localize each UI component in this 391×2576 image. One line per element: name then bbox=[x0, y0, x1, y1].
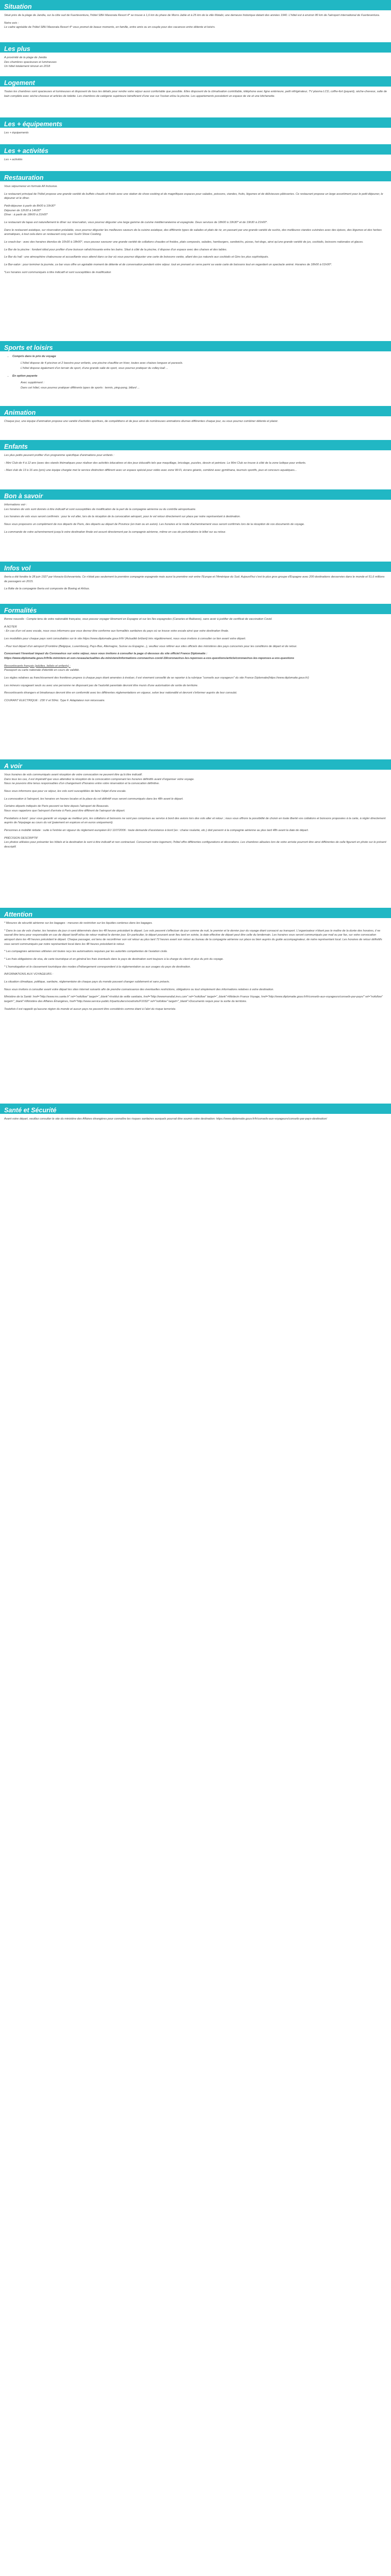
section-body-situation bbox=[0, 10, 391, 37]
paragraph: PRÉCISION DESCRIPTIF bbox=[4, 836, 38, 840]
section-body-sports bbox=[0, 351, 391, 401]
list-item bbox=[12, 354, 387, 371]
section-body-infosvol bbox=[0, 572, 391, 599]
paragraph: Notre avis : bbox=[4, 21, 19, 25]
paragraph: Ministère de la Santé: href="http://www.ms.sante.fr" rel="nofollow" target="_blank">Institut de veille sanitaire, href="http://wwwmondial.invs.com" rel="nofollow" target="_blank">Médecin France Voyage, href="http://www.diplomatie.gouv.fr/fr/conseils-aux-voyageurs/conseils-par-pays/" rel="nofollow" target="_blank">Ministère des Affaires Étrangères, href="http://www.service-public.fr/particuliers/vosdroits/F1032/" rel="nofollow" target="_blank">Documents requis pour la sortie du territoire. bbox=[4, 995, 383, 1003]
paragraph: Nous vous informons que pour ce séjour, les vols sont susceptibles de faire l'objet d'une escale. bbox=[4, 789, 126, 793]
paragraph: La flotte de la compagnie Iberia est composée de Boeing et Airbus. bbox=[4, 587, 90, 591]
paragraph: La convocation à l'aéroport, les horaires en heures locales et la place du vol définitif vous seront communiqués dans les 48h avant le départ. bbox=[4, 797, 184, 801]
section-header-attention: Attention bbox=[0, 908, 391, 918]
paragraph: Nous vous proposons un complément de nos départs de Paris, des départs au départ de Province (en train ou en avion). Les horaires et le mode d'acheminement vous seront confirmés lors de la réception de vos documents de voyage. bbox=[4, 522, 305, 526]
paragraph: Les modalités pour chaque pays sont consultables sur le site https://www.diplomatie.gouv.fr/fr/ (Actualité brûlant) très régulièrement, nous vous invitons à consulter ce lien avant votre départ. bbox=[4, 637, 246, 640]
paragraph: Concernant l'éventuel impact du Coronavirus sur votre séjour, nous vous invitons à consulter la page cl-dessous du site officiel France Diplomatie : bbox=[4, 652, 207, 656]
section-body-restauration bbox=[0, 181, 391, 336]
paragraph: Bonne nouvelle : Compte tenu de votre nationalité française, vous pouvez voyager librement en Espagne et sur les îles espagnoles (Canaries et Baléares), sans avoir à justifier de certificat de vaccination Covid. bbox=[4, 618, 272, 621]
paragraph: Déjeuner de 12h30 à 14h30* bbox=[4, 209, 41, 212]
covid-link[interactable]: https://www.diplomatie.gouv.fr/fr/le-ministere-et-son-reseau/actualites-du-ministere/informations-coronavirus-covid-19/coronavirus-les-reponses-a-vos-questions/article/coronavirus-les-reponses-a-vos-questions bbox=[4, 656, 295, 660]
paragraph: Avant votre départ, veuillez consulter le site du ministère des Affaires étrangères pour connaître les risques sanitaires auxquels pourrait être soumis votre destination: https://www.diplomatie.gouv.fr/fr/conseils-aux-voyageurs/conseils-par-pays-destination/ bbox=[4, 1117, 327, 1121]
paragraph: * Mesures de sécurité aérienne sur les bagages : mesures de restriction sur les liquides contenus dans les bagages. bbox=[4, 922, 153, 925]
paragraph: Informations voir : bbox=[4, 503, 27, 506]
section-body-logement bbox=[0, 87, 391, 112]
paragraph: Ressortissants étrangers et binationaux devront être en conformité avec les différentes réglementations en vigueur, selon leur nationalité et devront s'informer auprès de leur consulat. bbox=[4, 691, 237, 695]
paragraph: * Les compagnies aériennes utilisées ont toutes reçu les autorisations requises par les autorités compétentes de l'aviation civile. bbox=[4, 950, 168, 954]
section-header-logement: Logement bbox=[0, 76, 391, 87]
paragraph: Iberia a été fondée le 28 juin 1927 par Horacio Echevarrieta. Ce n'était pas seulement la première compagnie espagnole mais aussi la première voir entre l'Europe et l'Amérique du Sud. Aujourd'hui c'est le plus gros groupe d'Espagne avec 200 destinations desservies dans le monde et 51,6 millions de passagers en 2015. bbox=[4, 575, 385, 583]
paragraph: Les règles relatives au franchissement des frontières propres à chaque pays étant amenées à évoluer, il est vivement conseillé de se reporter à la rubrique "conseils aux voyageurs" du site France Diplomatie(https://www.diplomatie.gouv.fr/) bbox=[4, 676, 309, 680]
bullet-title: Compris dans le prix du voyage bbox=[12, 355, 56, 358]
paragraph: La commande de votre acheminement jusqu'à votre destination finale est assuré directement par la compagnie aérienne, même en cas de perturbations le billet sur au retour. bbox=[4, 530, 226, 534]
paragraph: Un hôtel totalement rénové en 2018 bbox=[4, 65, 50, 69]
paragraph: Les horaires de vols vous seront confirmés : pour le vol aller, lors de la réception de la convocation aéroport, pour le vol retour directement sur place par notre représentant à destination. bbox=[4, 515, 241, 519]
paragraph: Le restaurant de tapas est naturellement le dîner sur réservation, vous pourrez déguster une large gamme de cuisine méditerranéenne et espagnole. Deux services de 18h00 à 19h30* et de 19h30 à 21h00*. bbox=[4, 221, 268, 224]
list-item bbox=[12, 374, 387, 391]
hotel-description-page bbox=[0, 0, 391, 1129]
section-body-bonavoir bbox=[0, 500, 391, 556]
paragraph: Le Bar de la piscine : fondant idéal pour profiter d'une boisson rafraîchissante entre les bains. Situé à côté de la piscine, il dispose d'un espace avec des chaises et des tables. bbox=[4, 248, 227, 251]
paragraph: Des chambres spacieuses et lumineuses bbox=[4, 60, 57, 64]
section-body-animation bbox=[0, 416, 391, 435]
section-body-formalites bbox=[0, 614, 391, 754]
section-header-sports: Sports et loisirs bbox=[0, 341, 391, 351]
section-header-situation: Situation bbox=[0, 0, 391, 10]
paragraph: Les + équipements bbox=[4, 131, 29, 134]
section-header-activites: Les + activités bbox=[0, 144, 391, 155]
paragraph: Le cadre agréable de l'hôtel SBH Maxorata Resort 4* vous promet de beaux moments, en famille, entre amis ou en couple pour des vacances entre détente et loisirs. bbox=[4, 26, 216, 29]
paragraph: - Pour tout départ d'un aéroport (Frontière (Belgique, Luxembourg, Pays-Bas, Allemagne, Suisse ou Espagne...), veuillez vous référer aux sites officiels des ministères des pays concernés pour les conditions de départ et de retour. bbox=[4, 645, 298, 648]
section-header-bonavoir: Bon à savoir bbox=[0, 489, 391, 500]
paragraph: Vous horaires de vols communiqués avant réception de votre convocation ne peuvent être qu'à titre indicatif. bbox=[4, 773, 143, 776]
paragraph: - Maxi club de 13 à 16 ans (prix) une équipe chargée met le service distinction différent avec un espace spécial pour vidéo avec zone Wi-Fi, écrans géants, combiné avec gymkhana, tournois sportifs, jeux et concours aquatiques... bbox=[4, 469, 297, 472]
section-body-avoir bbox=[0, 770, 391, 903]
section-header-equipements: Les + équipements bbox=[0, 117, 391, 128]
paragraph: Nous vous invitons à consulter avant votre départ les sites internet suivants afin de prendre connaissance des éventuelles restrictions, obligations ou tout simplement des informations relatives à votre destination. bbox=[4, 988, 274, 991]
paragraph: Nous ne pouvons être tenus responsables d'un changement d'horaires entre votre réservation et la convocation définitive. bbox=[4, 782, 160, 786]
paragraph: Toutefois il est rappelé qu'aucune région du monde et aucun pays ne peuvent être considérés comme étant à l'abri du risque terroriste. bbox=[4, 1007, 176, 1011]
section-header-formalites: Formalités bbox=[0, 604, 391, 614]
paragraph: Personnes à mobilité réduite : suite à l'entrée en vigueur du règlement européen EU 1107/2006 : toute demande d'assistance à bord (ex : chaise roulante, etc.) doit parvenir à la compagnie aérienne au plus tard 48h avant la date de départ. bbox=[4, 828, 309, 832]
bullet-title: En option payante bbox=[12, 374, 38, 378]
paragraph: Les photos utilisées pour présenter les hôtels et la destination le sont à titre indicatif et non contractuel. Concernant notre logement, l'hôtel offre différentes configurations et décorations. Les chambres allouées lors de votre arrivée pourront être ainsi différentes de celle figurant en photo sur le présent descriptif. bbox=[4, 841, 386, 849]
section-body-sante bbox=[0, 1114, 391, 1129]
section-header-animation: Animation bbox=[0, 406, 391, 416]
section-body-attention bbox=[0, 918, 391, 1098]
paragraph: * L'homologation et le classement touristique des modes d'hébergement correspondent à la réglementation ou aux usages du pays de destination. bbox=[4, 965, 191, 969]
section-body-enfants bbox=[0, 450, 391, 484]
paragraph: Dans tous les cas, il est impératif que vous attendiez la réception de la convocation comprenant les horaires définitifs avant d'organiser votre voyage. bbox=[4, 777, 194, 781]
paragraph: - Mini Club de 4 à 12 ans (avec des stands thématiques pour réaliser des activités éducatives et des jeux éducatifs tels que maquillage, bricolage, puzzles, dessin et peinture. Le Mini Club se trouve à côté de la zone ludique pour enfants. bbox=[4, 461, 306, 465]
paragraph: Le Bar-salon : pour terminer la journée, ce bar vous offre un agréable moment de détente et de conversation pendant votre séjour. tout en prenant un verre parmi sa vaste carte de boissons tout en regardant un spectacle animé. Horaires de 18h00 à 01h00*. bbox=[4, 263, 332, 266]
section-body-plus bbox=[0, 53, 391, 71]
paragraph: A proximité de la plage de Jandia bbox=[4, 56, 47, 59]
paragraph: Vous séjournerez en formule All Inclusive. bbox=[4, 185, 58, 188]
paragraph: Le Bar du hall : une atmosphère chaleureuse et accueillante vous attend dans ce bar où vous pourrez déguster une carte de boissons variée, allant des jus naturels aux cocktails et Gins les plus sophistiqués. bbox=[4, 256, 269, 259]
paragraph: L'hôtel dispose de 4 piscines et 2 bassins pour enfants, une piscine chauffée en hiver, toutes avec chaises longues et parasols. bbox=[21, 361, 183, 365]
paragraph: L'hôtel dispose également d'un terrain de sport, d'une grande salle de sport, vous pourrez pratiquer du volley-ball ... bbox=[21, 367, 168, 370]
paragraph: Les horaires de vols sont donnés à titre indicatif et sont susceptibles de modification de la part de la compagnie aérienne ou du contrôle aéroportuaire. bbox=[4, 507, 197, 511]
paragraph: INFORMATIONS AUX VOYAGEURS : bbox=[4, 973, 54, 976]
paragraph: A NOTER bbox=[4, 625, 17, 629]
paragraph: COURANT ELECTRIQUE : 230 V et 50Hz. Type F. Adaptateur non nécessaire. bbox=[4, 699, 105, 702]
paragraph: Dans cet hôtel, vous pourrez pratiquer différents types de sports : tennis, ping-pong, billard ... bbox=[21, 386, 140, 390]
section-header-restauration: Restauration bbox=[0, 171, 391, 181]
paragraph: Certains départs indiqués de Paris peuvent se faire depuis l'aéroport de Beauvais. bbox=[4, 805, 109, 808]
paragraph: Nous vous rappelons que l'aéroport d'arrivée à Paris peut être différent de l'aéroport de départ. bbox=[4, 809, 125, 812]
paragraph: Le snack-bar : avec des horaires étendus de 10h30 à 18h00*, vous pouvez savourer une grande variété de collations chaudes et froides, plats composés, salades, hamburgers, sandwichs, pizzas, hot-dogs, ainsi qu'une grande variété de jus, cocktails, boissons nationales et glaces. bbox=[4, 240, 364, 244]
section-body-activites bbox=[0, 155, 391, 166]
paragraph: *Les horaires sont communiqués à titre indicatif et sont susceptibles de modification bbox=[4, 270, 111, 274]
paragraph: Les + activités bbox=[4, 158, 23, 161]
sports-list bbox=[12, 354, 387, 391]
paragraph: Les plus petits peuvent profiter d'un programme spécifique d'animations pour enfants : bbox=[4, 454, 115, 457]
paragraph: - En cas d'un vol avec escale, nous vous informons que vous devrez être conforme aux formalités sanitaires du pays où se trouve votre escale ainsi que votre destination finale. bbox=[4, 630, 229, 633]
section-header-plus: Les plus bbox=[0, 42, 391, 53]
paragraph: Le restaurant principal de l'hôtel propose une grande variété de buffets chauds et froids avec une station de show cooking et de magnifiques espaces pour salades, poissons, viandes, fruits, légumes et de délicieuses pâtisseries. Ce restaurant propose un large assortiment pour le petit-déjeuner, le déjeuner et le dîner. bbox=[4, 192, 383, 200]
paragraph: Prestations à bord : pour vous garantir un voyage au meilleur prix, les collations et boissons ne sont pas comprises au service à bord des avions lors des vols aller et retour ; nous vous offrons la possibilité de choisir en toute liberté vos collations et boissons proposées à la carte, à régler directement auprès de l'équipage au cours du vol (paiement en espèces et en euros uniquement). bbox=[4, 817, 386, 825]
paragraph: Toutes les chambres sont spacieuses et lumineuses et disposent de tous les détails pour rendre votre séjour aussi confortable que possible. Elles disposent de la climatisation contrôlable, téléphone avec ligne extérieure, petit réfrigérateur, TV plasma LCD, coffre-fort (payant), sèche-cheveux, salle de bain complète avec sèche-cheveux et articles de toilette. Les chambres de catégorie supérieure bénéficient d'une vue sur l'océan et/ou la piscine. Les appartements possèdent un espace de vie et une kitchenette. bbox=[4, 90, 387, 98]
paragraph: Dans le restaurant asiatique, sur réservation préalable, vous pourrez déguster les meilleures saveurs de la cuisine asiatique, des différents types de salades et plats de riz, en passant par une grande variété de sushis, des meilleures viandes cuisinées avec des épices, des légumes et des herbes aromatiques, à tout cela dans un restaurant cosy avec Sushi Show Cooking. bbox=[4, 228, 382, 236]
paragraph: Ressortissants français (adultes, bébés et enfants) : bbox=[4, 664, 71, 668]
paragraph: * Les frais obligatoires de visa, de carte touristique et en général les frais éventuels dans le pays de destination sont toujours à la charge du client et plus du prix du voyage. bbox=[4, 957, 224, 961]
paragraph: Les mineurs voyageant seuls ou avec une personne ne disposant pas de l'autorité parentale devront être munis d'une autorisation de sortie de territoire. bbox=[4, 684, 199, 687]
paragraph: Passeport ou carte nationale d'identité en cours de validité. bbox=[4, 669, 80, 672]
paragraph: Chaque jour, une équipe d'animation propose une variété d'activités sportives, de compétitions et de jeux ainsi de nombreuses animations diurnes différentes chaque jour, ou vous pourrez combiner détente et plaisir. bbox=[4, 420, 279, 423]
paragraph: La situation climatique, politique, sanitaire, réglementaire de chaque pays du monde pouvant changer subitement et sans préavis. bbox=[4, 980, 170, 984]
section-header-avoir: A voir bbox=[0, 759, 391, 770]
paragraph: Situé près de la plage de Jandia, sur la côte sud de Fuerteventura, l'hôtel SBH Maxorata Resort 4* se trouve à 1,6 km du phare de Morro Jable et à 25 km de la ville Motabi, une demeure historique datant des années 1940. L'hôtel est à environ 80 km de l'aéroport international de Fuerteventura. bbox=[4, 14, 380, 17]
paragraph: * Dans le cas de vols charter, les horaires de jour ci-sont déterminés dans les 48 heures précédant le départ. Les vols peuvent s'effectuer de jour comme de nuit, le premier et le dernier jour du voyage étant consacré au transport. L'organisateur n'étant pas le maître de la durée des horaires, il ne saurait être tenu pour responsable en cas de départ tardif et/ou de retour matinal le dernier jour. En particulier, le départ pouvant avoir lieu tard en soirée, la date effective de départ peut être celle du lendemain. Les horaires vous seront communiqués par mail ou par fax, sur votre convocation aéroport dans les 48 heures précédant le départ. Chaque passager, est tenu de reconfirmer son vol retour au plus tard 72 heures avant son retour au bureau de la compagnie aérienne sur place ou bien auprès du guide accompagnateur, de notre représentant local. Les horaires de retour définitifs vous seront communiqués par notre représentant local dans les 48 heures précédant le retour. bbox=[4, 929, 382, 946]
section-header-infosvol: Infos vol bbox=[0, 562, 391, 572]
paragraph: Avec supplément : bbox=[21, 381, 44, 384]
section-header-sante: Santé et Sécurité bbox=[0, 1104, 391, 1114]
paragraph: Petit-déjeuner à partir de 8h00 à 10h30* bbox=[4, 204, 56, 208]
paragraph: Dîner : à partir de 18h00 à 21h00* bbox=[4, 213, 48, 217]
section-header-enfants: Enfants bbox=[0, 440, 391, 450]
